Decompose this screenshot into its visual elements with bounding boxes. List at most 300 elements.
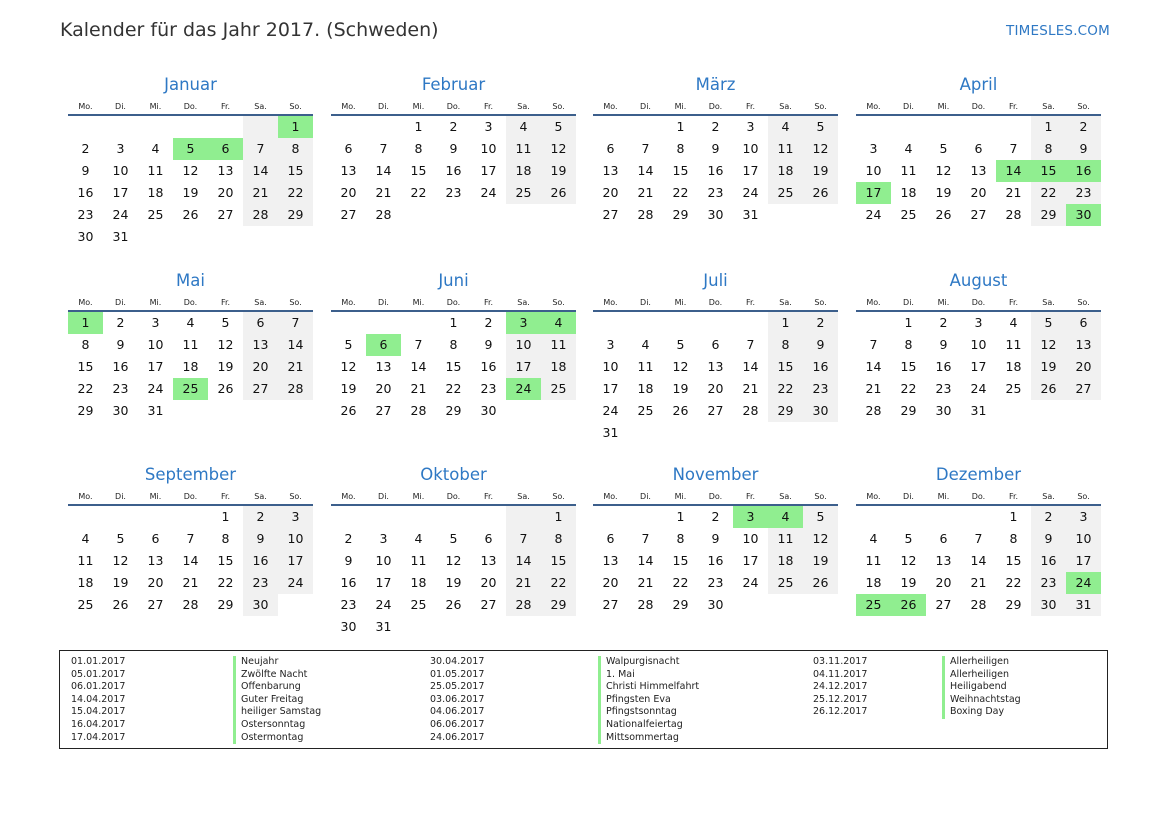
empty-cell — [68, 116, 103, 138]
day-cell: 20 — [375, 381, 392, 396]
day-cell: 1 — [768, 312, 803, 334]
day-cell: 1 — [1031, 116, 1066, 138]
day-cell: 6 — [606, 141, 615, 156]
day-cell: 13 — [217, 163, 234, 178]
day-cell: 6 — [366, 334, 401, 356]
day-cell: 25 — [637, 403, 654, 418]
day-cell: 3 — [151, 315, 160, 330]
day-cell: 11 — [77, 553, 94, 568]
day-cell: 15 — [445, 359, 462, 374]
day-cell: 16 — [1031, 550, 1066, 572]
day-cell: 28 — [865, 403, 882, 418]
day-cell: 14 — [637, 163, 654, 178]
month-12 — [856, 460, 1101, 616]
day-cell: 19 — [217, 359, 234, 374]
holiday-name: Allerheiligen — [942, 669, 1009, 682]
month-name: Januar — [164, 75, 217, 94]
day-cell: 17 — [856, 182, 891, 204]
empty-cell — [628, 422, 663, 444]
day-cell: 9 — [1031, 528, 1066, 550]
day-grid — [593, 506, 838, 616]
day-cell: 2 — [243, 506, 278, 528]
month-name: Dezember — [935, 465, 1022, 484]
day-cell: 5 — [1031, 312, 1066, 334]
day-cell: 7 — [974, 531, 983, 546]
day-grid — [593, 116, 838, 226]
day-cell: 21 — [742, 381, 759, 396]
holiday-date: 04.06.2017 — [430, 706, 485, 718]
empty-cell — [208, 226, 243, 248]
day-cell: 7 — [641, 141, 650, 156]
weekday-label: Di. — [903, 102, 914, 111]
day-cell: 5 — [904, 531, 913, 546]
day-cell: 13 — [602, 163, 619, 178]
empty-cell — [331, 116, 366, 138]
day-cell: 21 — [278, 356, 313, 378]
day-cell: 1 — [676, 119, 685, 134]
day-cell: 13 — [147, 553, 164, 568]
holiday-date: 06.01.2017 — [71, 681, 126, 693]
day-cell: 26 — [182, 207, 199, 222]
weekday-label: Fr. — [745, 102, 756, 111]
day-cell: 17 — [970, 359, 987, 374]
weekday-label: Di. — [378, 492, 389, 501]
day-cell: 6 — [711, 337, 720, 352]
day-cell: 15 — [217, 553, 234, 568]
day-cell: 14 — [506, 550, 541, 572]
empty-cell — [138, 226, 173, 248]
day-cell: 18 — [637, 381, 654, 396]
day-cell: 10 — [147, 337, 164, 352]
weekday-label: Mo. — [78, 102, 93, 111]
weekday-label: So. — [289, 102, 302, 111]
day-cell: 6 — [1066, 312, 1101, 334]
day-cell: 9 — [1066, 138, 1101, 160]
day-cell: 10 — [112, 163, 129, 178]
holiday-name: Christi Himmelfahrt — [598, 681, 699, 694]
day-cell: 9 — [711, 141, 720, 156]
weekday-label: Mi. — [412, 298, 425, 307]
day-cell: 20 — [935, 575, 952, 590]
day-cell: 25 — [856, 594, 891, 616]
day-cell: 3 — [733, 506, 768, 528]
empty-cell — [926, 116, 961, 138]
day-cell: 8 — [541, 528, 576, 550]
day-cell: 9 — [243, 528, 278, 550]
weekday-label: Mi. — [674, 492, 687, 501]
day-cell: 11 — [182, 337, 199, 352]
day-cell: 25 — [768, 182, 803, 204]
day-cell: 9 — [484, 337, 493, 352]
weekday-label: So. — [289, 492, 302, 501]
day-cell: 15 — [410, 163, 427, 178]
day-cell: 12 — [803, 138, 838, 160]
holiday-date: 17.04.2017 — [71, 731, 126, 743]
day-cell: 11 — [900, 163, 917, 178]
weekday-header — [68, 490, 313, 503]
holiday-date: 03.11.2017 — [813, 656, 868, 667]
empty-cell — [768, 204, 803, 226]
day-cell: 2 — [81, 141, 90, 156]
day-cell: 23 — [112, 381, 129, 396]
day-cell: 29 — [768, 400, 803, 422]
day-cell: 5 — [939, 141, 948, 156]
holiday-list — [59, 650, 1108, 749]
day-cell: 24 — [506, 378, 541, 400]
day-cell: 3 — [1066, 506, 1101, 528]
day-cell: 26 — [541, 182, 576, 204]
empty-cell — [278, 594, 313, 616]
day-cell: 5 — [116, 531, 125, 546]
day-cell: 9 — [939, 337, 948, 352]
site-link[interactable]: TIMESLES.COM — [1006, 23, 1110, 39]
month-6 — [331, 266, 576, 422]
weekday-label: Sa. — [254, 102, 267, 111]
day-cell: 19 — [182, 185, 199, 200]
empty-cell — [138, 506, 173, 528]
holiday-date: 30.04.2017 — [430, 656, 485, 667]
day-cell: 13 — [375, 359, 392, 374]
day-cell: 11 — [637, 359, 654, 374]
day-cell: 28 — [375, 207, 392, 222]
weekday-label: So. — [814, 492, 827, 501]
holiday-name: Boxing Day — [942, 706, 1004, 719]
holiday-name: Offenbarung — [233, 681, 301, 694]
day-cell: 24 — [480, 185, 497, 200]
empty-cell — [733, 312, 768, 334]
empty-cell — [891, 506, 926, 528]
holiday-date: 24.06.2017 — [430, 731, 485, 743]
day-grid — [68, 312, 313, 422]
day-cell: 23 — [243, 572, 278, 594]
weekday-label: Mi. — [674, 298, 687, 307]
month-9 — [68, 460, 313, 616]
day-cell: 28 — [410, 403, 427, 418]
empty-cell — [698, 312, 733, 334]
day-cell: 27 — [602, 597, 619, 612]
day-cell: 31 — [375, 619, 392, 634]
day-cell: 8 — [1009, 531, 1018, 546]
day-grid — [331, 116, 576, 226]
empty-cell — [803, 594, 838, 616]
day-cell: 13 — [340, 163, 357, 178]
day-cell: 16 — [1066, 160, 1101, 182]
weekday-label: Do. — [183, 102, 198, 111]
empty-cell — [331, 312, 366, 334]
day-cell: 11 — [768, 138, 803, 160]
empty-cell — [961, 506, 996, 528]
day-cell: 2 — [116, 315, 125, 330]
day-cell: 13 — [243, 334, 278, 356]
day-cell: 25 — [173, 378, 208, 400]
day-cell: 26 — [935, 207, 952, 222]
day-cell: 19 — [1031, 356, 1066, 378]
day-cell: 14 — [742, 359, 759, 374]
day-cell: 27 — [217, 207, 234, 222]
day-cell: 15 — [768, 356, 803, 378]
day-cell: 30 — [935, 403, 952, 418]
day-cell: 1 — [1009, 509, 1018, 524]
day-cell: 24 — [970, 381, 987, 396]
weekday-label: Fr. — [1008, 298, 1019, 307]
day-cell: 28 — [278, 378, 313, 400]
day-cell: 18 — [1005, 359, 1022, 374]
day-cell: 4 — [1009, 315, 1018, 330]
month-name: März — [695, 75, 736, 94]
day-cell: 27 — [707, 403, 724, 418]
day-cell: 8 — [676, 531, 685, 546]
day-cell: 26 — [803, 572, 838, 594]
day-cell: 2 — [711, 119, 720, 134]
day-cell: 30 — [480, 403, 497, 418]
weekday-header — [593, 296, 838, 309]
weekday-label: Di. — [378, 298, 389, 307]
day-cell: 20 — [1066, 356, 1101, 378]
empty-cell — [803, 204, 838, 226]
day-cell: 6 — [484, 531, 493, 546]
day-grid — [68, 506, 313, 616]
day-cell: 16 — [707, 163, 724, 178]
day-cell: 25 — [147, 207, 164, 222]
day-cell: 2 — [344, 531, 353, 546]
weekday-label: So. — [552, 492, 565, 501]
day-cell: 1 — [278, 116, 313, 138]
day-cell: 19 — [340, 381, 357, 396]
day-cell: 29 — [77, 403, 94, 418]
day-cell: 13 — [707, 359, 724, 374]
weekday-label: Di. — [903, 298, 914, 307]
day-cell: 14 — [375, 163, 392, 178]
weekday-header — [593, 490, 838, 503]
empty-cell — [628, 506, 663, 528]
empty-cell — [1066, 400, 1101, 422]
day-cell: 7 — [186, 531, 195, 546]
day-cell: 18 — [768, 160, 803, 182]
day-cell: 23 — [445, 185, 462, 200]
weekday-label: Sa. — [1042, 298, 1055, 307]
empty-cell — [733, 422, 768, 444]
day-cell: 23 — [707, 185, 724, 200]
day-cell: 29 — [541, 594, 576, 616]
weekday-label: Mi. — [412, 102, 425, 111]
day-cell: 10 — [865, 163, 882, 178]
day-cell: 6 — [243, 312, 278, 334]
month-2 — [331, 70, 576, 226]
empty-cell — [436, 616, 471, 638]
day-cell: 27 — [602, 207, 619, 222]
day-cell: 13 — [970, 163, 987, 178]
day-cell: 17 — [375, 575, 392, 590]
day-cell: 4 — [506, 116, 541, 138]
day-cell: 15 — [1031, 160, 1066, 182]
day-cell: 17 — [506, 356, 541, 378]
weekday-label: Mo. — [603, 298, 618, 307]
empty-cell — [208, 116, 243, 138]
empty-cell — [173, 400, 208, 422]
day-cell: 9 — [803, 334, 838, 356]
day-cell: 31 — [970, 403, 987, 418]
weekday-label: Fr. — [483, 298, 494, 307]
empty-cell — [103, 506, 138, 528]
day-cell: 18 — [541, 356, 576, 378]
day-cell: 2 — [484, 315, 493, 330]
day-cell: 9 — [116, 337, 125, 352]
empty-cell — [103, 116, 138, 138]
weekday-label: Sa. — [517, 298, 530, 307]
day-cell: 3 — [746, 119, 755, 134]
day-cell: 19 — [935, 185, 952, 200]
month-name: April — [959, 75, 998, 94]
day-cell: 15 — [900, 359, 917, 374]
weekday-header — [331, 490, 576, 503]
weekday-label: Mo. — [341, 492, 356, 501]
weekday-label: Do. — [708, 492, 723, 501]
day-cell: 22 — [278, 182, 313, 204]
empty-cell — [663, 422, 698, 444]
page-title: Kalender für das Jahr 2017. (Schweden) — [60, 19, 439, 41]
day-cell: 18 — [768, 550, 803, 572]
weekday-label: Mi. — [412, 492, 425, 501]
day-cell: 20 — [243, 356, 278, 378]
month-10 — [331, 460, 576, 638]
month-5 — [68, 266, 313, 422]
holiday-name: Pfingsten Eva — [598, 694, 671, 707]
day-cell: 10 — [602, 359, 619, 374]
day-cell: 14 — [182, 553, 199, 568]
day-cell: 12 — [541, 138, 576, 160]
weekday-label: Sa. — [517, 492, 530, 501]
day-cell: 21 — [375, 185, 392, 200]
holiday-name: Walpurgisnacht — [598, 656, 679, 669]
day-cell: 8 — [81, 337, 90, 352]
day-cell: 31 — [602, 425, 619, 440]
day-cell: 6 — [344, 141, 353, 156]
day-cell: 27 — [480, 597, 497, 612]
day-cell: 20 — [970, 185, 987, 200]
day-cell: 13 — [1066, 334, 1101, 356]
day-cell: 18 — [506, 160, 541, 182]
day-cell: 10 — [375, 553, 392, 568]
day-cell: 12 — [182, 163, 199, 178]
weekday-label: Sa. — [254, 492, 267, 501]
day-cell: 29 — [278, 204, 313, 226]
weekday-label: Mi. — [937, 102, 950, 111]
day-cell: 28 — [970, 597, 987, 612]
weekday-label: Mo. — [866, 102, 881, 111]
weekday-label: Mi. — [149, 102, 162, 111]
empty-cell — [541, 616, 576, 638]
day-cell: 17 — [278, 550, 313, 572]
empty-cell — [366, 506, 401, 528]
month-name: Mai — [176, 271, 205, 290]
day-cell: 29 — [672, 207, 689, 222]
weekday-label: So. — [552, 298, 565, 307]
holiday-date: 15.04.2017 — [71, 706, 126, 718]
day-cell: 23 — [340, 597, 357, 612]
weekday-label: So. — [552, 102, 565, 111]
empty-cell — [471, 204, 506, 226]
day-cell: 19 — [672, 381, 689, 396]
day-cell: 27 — [243, 378, 278, 400]
day-cell: 4 — [768, 506, 803, 528]
holiday-date: 16.04.2017 — [71, 719, 126, 730]
holiday-name: 1. Mai — [598, 669, 635, 682]
day-cell: 21 — [970, 575, 987, 590]
empty-cell — [768, 422, 803, 444]
day-cell: 26 — [112, 597, 129, 612]
weekday-label: Do. — [708, 102, 723, 111]
weekday-header — [856, 100, 1101, 113]
holiday-date: 04.11.2017 — [813, 668, 868, 680]
day-cell: 22 — [672, 575, 689, 590]
day-cell: 4 — [186, 315, 195, 330]
empty-cell — [401, 616, 436, 638]
holiday-name: Guter Freitag — [233, 694, 303, 707]
empty-cell — [278, 226, 313, 248]
empty-cell — [436, 506, 471, 528]
weekday-label: Do. — [446, 102, 461, 111]
day-cell: 29 — [1031, 204, 1066, 226]
weekday-label: Mi. — [149, 298, 162, 307]
day-cell: 7 — [641, 531, 650, 546]
day-cell: 5 — [449, 531, 458, 546]
weekday-label: Di. — [640, 298, 651, 307]
empty-cell — [996, 116, 1031, 138]
month-7 — [593, 266, 838, 444]
day-cell: 15 — [1005, 553, 1022, 568]
empty-cell — [768, 594, 803, 616]
day-cell: 16 — [340, 575, 357, 590]
empty-cell — [663, 312, 698, 334]
day-cell: 31 — [147, 403, 164, 418]
day-cell: 21 — [637, 185, 654, 200]
weekday-label: So. — [1077, 492, 1090, 501]
empty-cell — [506, 204, 541, 226]
day-cell: 22 — [768, 378, 803, 400]
day-cell: 29 — [217, 597, 234, 612]
weekday-label: Di. — [115, 298, 126, 307]
day-cell: 6 — [974, 141, 983, 156]
month-name: Februar — [421, 75, 486, 94]
day-cell: 9 — [81, 163, 90, 178]
day-cell: 6 — [606, 531, 615, 546]
day-cell: 23 — [1066, 182, 1101, 204]
weekday-label: So. — [814, 298, 827, 307]
day-cell: 28 — [637, 597, 654, 612]
month-4 — [856, 70, 1101, 226]
weekday-label: Mo. — [341, 298, 356, 307]
day-cell: 22 — [77, 381, 94, 396]
empty-cell — [1031, 400, 1066, 422]
empty-cell — [506, 506, 541, 528]
day-cell: 14 — [865, 359, 882, 374]
empty-cell — [401, 506, 436, 528]
day-cell: 31 — [742, 207, 759, 222]
empty-cell — [856, 506, 891, 528]
month-3 — [593, 70, 838, 226]
day-cell: 13 — [480, 553, 497, 568]
day-cell: 15 — [278, 160, 313, 182]
weekday-label: Mo. — [78, 298, 93, 307]
day-cell: 5 — [803, 506, 838, 528]
day-cell: 1 — [68, 312, 103, 334]
day-cell: 24 — [1066, 572, 1101, 594]
day-cell: 16 — [243, 550, 278, 572]
holiday-date: 25.05.2017 — [430, 681, 485, 693]
weekday-label: Fr. — [220, 492, 231, 501]
day-cell: 5 — [344, 337, 353, 352]
day-cell: 15 — [77, 359, 94, 374]
